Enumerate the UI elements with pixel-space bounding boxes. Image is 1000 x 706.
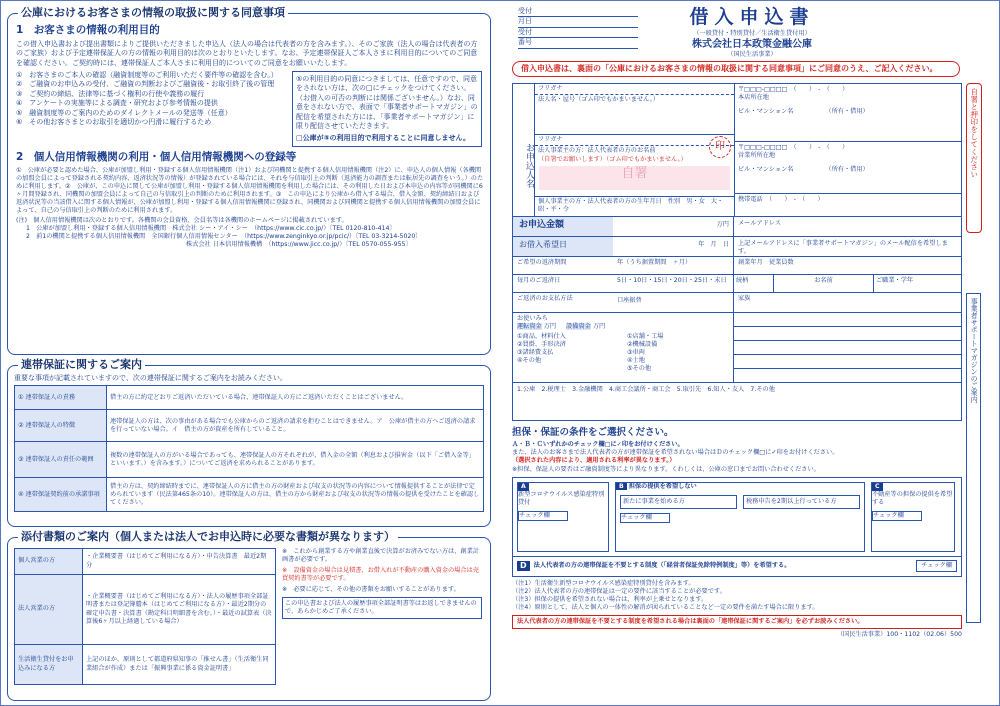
receipt-block (518, 7, 638, 49)
repay-field[interactable]: 年（うち据置期間 ヶ月） (617, 259, 692, 266)
guarantee-instruction: また、法人のお客さまで法人代表者の方が連帯保証を希望されない場合はＤのチェック欄□に✓印をお付けください。 (512, 449, 839, 457)
account-label: ご返済のお支払方法 (517, 295, 573, 302)
guarantee-intro: 重要な事項が記載されていますので、次の連帯保証に関するご案内をお読みください。 (14, 374, 287, 382)
amount-rows (513, 216, 961, 397)
attachment-head: 法人営業の方 (15, 575, 83, 645)
fund-item[interactable]: ②買掛、手形決済 (517, 341, 566, 349)
purpose-item: ⑥ その他お客さまとのお取引を適切かつ円滑に履行するため (16, 118, 212, 127)
account-row (513, 293, 961, 313)
consent-title: 公庫におけるお客さまの情報の取扱に関する同意事項 (18, 6, 288, 20)
purpose-item: ④ アンケートの実施等による調査・研究および参考情報の提供 (16, 99, 218, 108)
payday-field[interactable]: 5日・10日・15日・20日・25日・末日 (617, 277, 727, 284)
guarantee-selection (512, 427, 962, 673)
table-row (15, 645, 276, 685)
form-grid (512, 83, 962, 421)
amount-label: お申込金額 (513, 217, 613, 236)
option-b-label: 担保の提供を希望しない (628, 482, 697, 490)
attachment-note: ※ これから創業する方や創業直後で決算がお済みでない方は、創業計画書が必要です。 (282, 548, 479, 564)
guarantee-title: 連帯保証に関するご案内 (18, 358, 145, 372)
guarantee-instruction: Ａ・Ｂ・Ｃいずれかのチェック欄□に✓印をお付けください。 (512, 441, 684, 449)
payday-label: 毎月のご返済日 (517, 277, 561, 284)
fund-item[interactable]: ④その他 (517, 357, 542, 365)
agency-item: 1 公庫が加盟し利用・登録する個人信用情報機関 株式会社 シー・アイ・シー （https://www.cic.co.jp/）〔TEL 0120-810-414〕 (26, 225, 396, 233)
form-header (672, 5, 832, 59)
employees-label: 従業員数 (768, 259, 794, 266)
head-office-label: 本店所在地 (738, 94, 769, 102)
birth-label: 個人事業主の方・法人代表者の方の生年月日 (538, 198, 662, 205)
option-d-check[interactable]: チェック欄 (916, 560, 957, 572)
attachments-section (7, 530, 491, 701)
purpose-item: ⑤ 融資制度等のご案内のためのダイレクトメールの発送等（任意） (16, 108, 232, 117)
fund-item[interactable]: ①商品、材料仕入 (517, 333, 566, 341)
guarantee-body: 借主の方は、契約締結時までに、連帯保証人の方に借主の方の財産および収支の状況等の内容について情報提供することが法律で定められています（民法第465条の10）。連帯保証人の方は、借主の方から財産および収支の状況等の情報の提供を受けたことを確認してください。 (107, 478, 484, 512)
consent-s2-body: ① 公庫が必要と認めた場合、公庫が加盟し利用・登録する個人信用情報機関（注1）および同機関と提携する個人信用情報機関（注2）に、申込人の個人情報（各機関の加盟会員によって登録される契約内容、返済状況等の情報）が登録されている場合には、それを与信取引上の判断（返済能力の調査または転居先の調査をいう。）のために利用します。② 公庫が、この申込に関して公庫が加盟し利用・登録する個人信用情報機関を利用した場合には、その利用した日および本申込の内容等が同機関に6ヶ月間登録され、同機関の加盟会員によって自己の与信取引上の判断のために利用されます。③ この申込により公庫から借入する場合、借入金額、契約締結日および返済状況等の当該借入に関する個人情報が、公庫が加盟し利用・登録する個人信用情報機関に登録され、同機関および同機関と提携する個人信用情報機関の加盟会員によって、自己の与信取引上の判断のために利用されます。 (16, 166, 484, 214)
corp-name-field[interactable]: 法人名・屋号（ゴム印でもかまいません。） (535, 95, 734, 135)
guarantee-head: ② 連帯保証人の特徴 (15, 410, 107, 442)
option-a[interactable]: A 新型コロナウイルス感染症特別貸付 チェック欄 (517, 482, 609, 552)
consent-s1-body: この借入申込書および提出書類によりご提供いただきました申込人（法人の場合は代表者の方を含みます。）、そのご家族（法人の場合は代表者の方のご家族）および予定連帯保証人の方の情報の利用目的は次のとおりといたします。なお、予定連帯保証人ご本人さまに利用目的についてのご同意を確認ください。ご契約時には、連帯保証人ご本人さまに利用目的についてのご同意をお願いいたします。 (16, 39, 478, 67)
option-d-label: 法人代表者の方の連帯保証を不要とする制度（「経営者保証免除特例制度」等）を希望する。 (533, 562, 791, 570)
fund-area (513, 313, 733, 382)
family-label: 家族 (733, 293, 961, 312)
era-field[interactable]: 大・昭・平・令 (538, 198, 724, 214)
attachment-head: 生活衛生貸付をお申込みになる方 (15, 645, 83, 685)
guarantee-section (7, 358, 491, 527)
table-row (15, 442, 484, 478)
footnote: （注4）原則として、法人と個人の一体性の解消が図られていることなど一定の要件を満たす場合に限ります。 (512, 603, 819, 611)
option-c-check[interactable]: チェック欄 (872, 511, 922, 521)
family-col-relation: 続柄 (734, 275, 774, 292)
fund-unit: 万円 (592, 323, 606, 331)
mail-label: メールアドレス (738, 220, 782, 227)
furigana-label: フリガナ (535, 84, 734, 95)
source-field[interactable]: 1.公庫 2.税理士 3.金融機関 4.商工会議所・商工会 5.取引先 6.知人・友人 7.その他 (517, 386, 775, 393)
attachment-note: この申込書および法人の履歴事項全部証明書等はお返しできませんので、あらかじめご了承ください。 (282, 597, 482, 619)
option-b-check[interactable]: チェック欄 (620, 513, 670, 523)
own-rent-label: （所有・借用） (825, 166, 869, 174)
branch-office-field[interactable]: 〒□□□-□□□□ （ ） - （ ） 営業所所在地 ビル・マンション名 （所有・借用） (735, 142, 961, 194)
guarantee-body: 借主の方に約定どおりご返済いただいている場合、連帯保証人の方にご返済いただくことはございません。 (107, 386, 484, 410)
consent-section (7, 6, 491, 355)
head-office-field[interactable]: 〒□□□-□□□□ （ ） - （ ） 本店所在地 ビル・マンション名 （所有・借用） (735, 84, 961, 142)
guarantee-select-title: 担保・保証の条件をご選択ください。 (512, 427, 674, 438)
career-label: 創業年月 (738, 259, 763, 266)
option-a-label: 新型コロナウイルス感染症特別貸付 (518, 490, 605, 506)
rep-signature-field[interactable]: 自署 (539, 166, 730, 190)
gender-field[interactable]: 性別 男・女 (667, 198, 705, 205)
attachment-body: ・企業概要書（はじめてご利用になる方）・申告決算書 最近2期分 (83, 549, 276, 575)
family-col-name: お名前 (774, 275, 874, 292)
attachment-body: 上記のほか、原則として都道府県知事の「推せん書」（生活衛生同業組合が作成）または「振興事業に係る資金証明書」 (83, 645, 276, 685)
option-c[interactable]: C 不動産等の担保の提供を希望する チェック欄 (871, 482, 955, 552)
mail-check[interactable]: 上記メールアドレスに「事業者サポートマガジン」のメール配信を希望します。 (733, 237, 961, 256)
option-c-label: 不動産等の担保の提供を希望する (872, 490, 953, 506)
option-b2[interactable]: 税務申告を2期以上行っている方 (743, 495, 860, 509)
purpose-item: ② ご融資のお申込みの受付、ご融資の判断およびご融資後・お取引終了後の管理 (16, 80, 275, 89)
agency-list (26, 225, 484, 249)
date-field[interactable]: 年 月 日 (698, 241, 729, 248)
attachment-body: ・企業概要書（はじめてご利用になる方）・法人の履歴事項全部証明書または登記簿謄本（はじめてご利用になる方）・最近2期分の確定申告書・決算書（勘定科目明細書を含む。）・最近の試算表（決算後6ヶ月以上経過している場合） (83, 575, 276, 645)
form-footer: （国民生活事業）100・1102（02.06）500 (836, 630, 962, 638)
fund-type-working: 運転資金 (517, 323, 542, 331)
payday-row (513, 275, 961, 293)
branch-office-label: 営業所所在地 (738, 152, 776, 160)
receipt-label: 月日 (518, 17, 638, 27)
table-row (15, 386, 484, 410)
optout-note: ⑤の利用目的の同意につきましては、任意ですので、同意をされない方は、次の□にチェックをつけてください。（お借入の可否の判断には関係ございません。）なお、同意をされない方で、表面で「事業者サポートマガジン」の配信を希望された方には、「事業者サポートマガジン」に限り配信させていただきます。 (296, 74, 478, 131)
attachment-head: 個人営業の方 (15, 549, 83, 575)
rep-name-label: 法人事業主の方：法人代表者の方のお名前 (538, 147, 656, 155)
left-column (5, 5, 495, 703)
guarantee-rate-note: （選択された内容により、適用される利率が異なります。） (512, 457, 676, 465)
guarantee-head: ① 連帯保証人の責務 (15, 386, 107, 410)
attachments-title: 添付書類のご案内（個人または法人でお申込時に必要な書類が異なります） (18, 530, 398, 544)
fund-item[interactable]: ⑤その他 (627, 365, 652, 373)
agency-item: 2 前1の機関と提携する個人信用情報機関 全国銀行個人信用情報センター （https://www.zenginkyo.or.jp/pcic/）〔TEL 03-3214-5020〕 (26, 233, 422, 241)
guarantee-head: ③ 連帯保証人の責任の範囲 (15, 442, 107, 478)
building-label: ビル・マンション名 (738, 166, 794, 174)
option-b[interactable]: B 担保の提供を希望しない 新たに事業を始める方 税務申告を2期以上行っている方 チェック欄 (615, 482, 865, 552)
consent-optout-box (292, 71, 482, 147)
attachment-note: ※ 必要に応じて、その他の書類をお願いすることがあります。 (282, 586, 460, 594)
guarantee-options (512, 477, 962, 557)
purpose-item: ① お客さまのご本人の確認（融資制度等のご利用いただく要件等の確認を含む。） (16, 70, 278, 79)
fund-item[interactable]: ③諸経費支払 (517, 349, 554, 357)
option-b1[interactable]: 新たに事業を始める方 (620, 495, 737, 509)
option-a-check[interactable]: チェック欄 (518, 511, 568, 521)
attachment-note: ※ 設備資金の場合は見積書、お借入れが不動産の購入資金の場合は売買契約書等が必要です。 (282, 567, 479, 583)
table-row (15, 549, 276, 575)
seal-mark[interactable]: 印 (709, 136, 731, 158)
fund-item[interactable]: ①店舗・工場 (627, 333, 664, 341)
consent-s1-title: 1 お客さまの情報の利用目的 (16, 24, 160, 36)
guarantee-note: ※担保、保証人の要否はご融資制度等により異なります。くわしくは、公庫の窓口までお問い合わせください。 (512, 465, 820, 473)
amount-field[interactable]: 万円 (716, 221, 729, 228)
name-area (535, 84, 735, 216)
family-col-job: ご職業・学年 (876, 277, 914, 284)
application-form (504, 5, 996, 703)
side-strip (966, 83, 992, 673)
guarantee-body: 複数の連帯保証人の方がいる場合であっても、連帯保証人の方それぞれが、借入金の全額（利息および損害金（以下「ご借入金等」といいます。）を含みます。）についてご返済を求められることがあります。 (107, 442, 484, 478)
fund-item[interactable]: ④土地 (627, 357, 645, 365)
footnote: （注1）生活衛生新型コロナウイルス感染症特別貸付を含みます。 (512, 579, 695, 587)
building-label: ビル・マンション名 (738, 108, 794, 116)
repay-label: ご希望の返済期間 (517, 259, 567, 266)
fund-unit: 万円 (543, 323, 557, 331)
guarantee-table (14, 385, 484, 512)
fund-item[interactable]: ②機械設備 (627, 341, 658, 349)
fund-item[interactable]: ③車両 (627, 349, 645, 357)
table-row (15, 478, 484, 512)
corp-name: 株式会社日本政策金融公庫 (692, 38, 812, 50)
family-header (733, 275, 961, 292)
date-label: お借入希望日 (513, 237, 613, 256)
footnote: （注3）担保の提供を希望されない場合は、利率が上乗せとなります。 (512, 595, 708, 603)
consent-s2-title: 2 個人信用情報機関の利用・個人信用情報機関への登録等 (16, 151, 297, 164)
phone-field[interactable]: 携帯電話 （ ） - （ ） (738, 196, 824, 203)
tel-label: 携帯電話 (738, 196, 763, 203)
agency-item: 株式会社 日本信用情報機構 （https://www.jicc.co.jp/）〔TEL 0570-055-955〕 (186, 241, 412, 249)
side-label-magazine: 事業者サポートマガジンのご案内 (966, 293, 981, 623)
fund-type-equipment: 設備資金 (566, 323, 591, 331)
account-field[interactable]: 口座振替 (617, 297, 642, 304)
fund-label: お使いみち (517, 315, 548, 322)
birth-row (535, 196, 734, 216)
footnote: （注2）法人代表者の方の連帯保証は一定の要件に該当することが必要です。 (512, 587, 726, 595)
form-subtitle: （一般貸付・特別貸付／生活衛生貸付用） (693, 29, 811, 37)
receipt-label: 受付 (518, 28, 638, 38)
purpose-item: ③ ご契約の締結、法律等に基づく権利の行使や義務の履行 (16, 89, 205, 98)
consent-notice: 借入申込書は、裏面の「公庫におけるお客さまの情報の取扱に関する同意事項」にご同意のうえ、ご記入ください。 (512, 61, 960, 77)
optout-checkbox[interactable]: □公庫が⑤の利用目的で利用することに同意しません。 (296, 133, 470, 142)
guarantee-body: 連帯保証人の方は、次の事由がある場合でも公庫からのご返済の請求を拒むことはできません。ア 公庫が借主の方へご返済の請求を行っていない場合。イ 借主の方が資産を所有していること。 (107, 410, 484, 442)
form-title: 借入申込書 (689, 6, 815, 28)
consent-s2-note: (注) 個人信用情報機関は次のとおりです。各機関の会員資格、会員名等は各機関のホームページに掲載されています。 (16, 217, 348, 225)
corp-sub: （国民生活事業） (727, 50, 777, 58)
bottom-red-notice: 法人代表者の方の連帯保証を不要とする制度を希望される場合は裏面の「連帯保証に関するご案内」を必ずお読みください。 (512, 615, 962, 629)
amount-row (513, 217, 961, 237)
guarantee-footnotes (512, 580, 962, 612)
applicant-label: お申込人名 (513, 84, 535, 216)
guarantee-head: ④ 連帯保証契約前の承諾事項 (15, 478, 107, 512)
address-area (735, 84, 961, 216)
furigana-label: フリガナ (535, 135, 734, 146)
guarantee-select-instructions (512, 441, 962, 473)
family-rows[interactable] (733, 313, 961, 382)
date-row (513, 237, 961, 257)
own-rent-label: （所有・借用） (825, 108, 869, 116)
table-row (15, 575, 276, 645)
receipt-label: 受付 (518, 7, 638, 17)
consent-s1-items (16, 71, 288, 147)
attachments-table (14, 548, 276, 685)
repay-row (513, 257, 961, 275)
table-row (15, 410, 484, 442)
side-label-sign: 自署と押印をしてください (966, 83, 982, 233)
rep-name-note: （自署でお願いします）（ゴム印でもかまいません。） (538, 156, 687, 164)
option-d[interactable]: D 法人代表者の方の連帯保証を不要とする制度（「経営者保証免除特例制度」等）を希望する。 チェック欄 (512, 557, 962, 577)
attachments-notes (282, 548, 482, 685)
fund-row (513, 313, 961, 383)
receipt-label: 番号 (518, 38, 638, 48)
